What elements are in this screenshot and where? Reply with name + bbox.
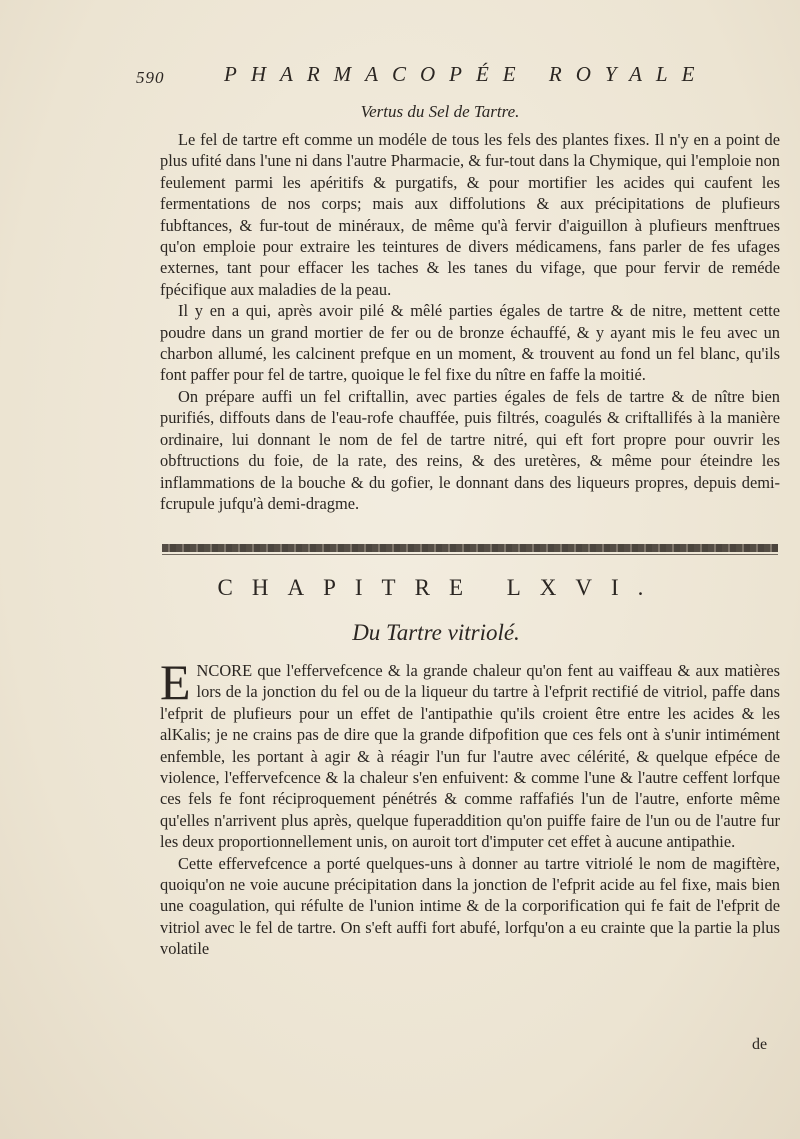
page-number: 590 bbox=[136, 68, 165, 87]
ornamental-rule bbox=[162, 544, 778, 552]
paragraph: Cette effervefcence a porté quelques-uns à donner au tartre vitriolé le nom de magiftère, quoiqu'on ne voie aucune précipitation dans la jonction de l'efprit acide au fel fixe, mais bien une coagulation, qui réfulte de l'union intime & de la corporification qui fe fait de l'efprit de vitriol avec le fel de tartre. On s'eft auffi fort abufé, lorfqu'on a eu crainte que la partie la plus volatile bbox=[160, 853, 780, 959]
catchword: de bbox=[752, 1036, 768, 1053]
paragraph: Le fel de tartre eft comme un modéle de tous les fels des plantes fixes. Il n'y en a point de plus ufité dans l'une ni dans l'autre Pharmacie, & fur-tout dans la Chymique, qui l'emploie non feulement parmi les apéritifs & purgatifs, & pour mortifier les acides qui caufent les fermentations de nos corps; mais aux diffolutions & aux précipitations de plufieurs fubftances, & fur-tout de minéraux, de même qu'à fervir d'aiguillon à plufieurs menftrues qu'on emploie pour extraire les teintures de divers médicamens, fans parler de fes ufages externes, tant pour effacer les taches & les tanes du vifage, que pour fervir de reméde fpécifique aux maladies de la peau. bbox=[160, 130, 780, 299]
text-block-sel-de-tartre bbox=[160, 129, 780, 514]
section-title: Vertus du Sel de Tartre. bbox=[360, 102, 520, 121]
running-title: PHARMACOPÉE ROYALE bbox=[224, 62, 709, 86]
paragraph: Il y en a qui, après avoir pilé & mêlé parties égales de tartre & de nitre, mettent cette poudre dans un grand mortier de fer ou de bronze échauffé, & y ayant mis le feu avec un charbon allumé, les calcinent prefque en un moment, & trouvent au fond un fel blanc, qu'ils font paffer pour fel de tartre, quoique le fel fixe du nître en faffe la moitié. bbox=[160, 301, 780, 385]
page-header bbox=[136, 58, 776, 98]
paragraph-text: NCORE que l'effervefcence & la grande chaleur qu'on fent au vaiffeau & aux matières lors de la jonction du fel ou de la liqueur du tartre à l'efprit rectifié de vitriol, paffe dans l'efprit de plufieurs pour un effet de l'antipathie qu'ils croient être entre les acides & les alKalis; je ne crains pas de dire que la grande difpofition que ces fels ont à s'unir intimément enfemble, les portant à agir & à réagir l'un fur l'autre avec célérité, & quelque efpéce de violence, l'effervefcence & la chaleur s'en enfuivent: & comme l'une & l'autre ceffent lorfque ces fels fe font réciproquement pénétrés & comme raffafiés l'un de l'autre, enforte même qu'elles n'arrivent plus après, quelque fuperaddition qu'on puiffe faire de l'un ou de l'autre fur les deux proportionnellement unis, on auroit tort d'imputer cet effet à aucune antipathie. bbox=[160, 661, 780, 852]
chapter-subtitle: Du Tartre vitriolé. bbox=[352, 620, 520, 645]
paragraph: On prépare auffi un fel criftallin, avec parties égales de fels de tartre & de nître bien purifiés, diffouts dans de l'eau-rofe chauffée, puis filtrés, coagulés & criftallifés à la manière ordinaire, lui donnant le nom de fel de tartre nitré, qui eft fort propre pour ouvrir les obftructions du foie, de la rate, des reins, & des uretères, & même pour éteindre les inflammations de la bouche & du gofier, le donnant dans des liqueurs propres, depuis demi-fcrupule jufqu'à demi-dragme. bbox=[160, 386, 780, 513]
text-block-tartre-vitriole bbox=[160, 654, 780, 960]
chapter-heading: CHAPITRE LXVI. bbox=[217, 575, 663, 600]
paragraph bbox=[160, 654, 780, 853]
drop-cap: E bbox=[160, 654, 191, 710]
